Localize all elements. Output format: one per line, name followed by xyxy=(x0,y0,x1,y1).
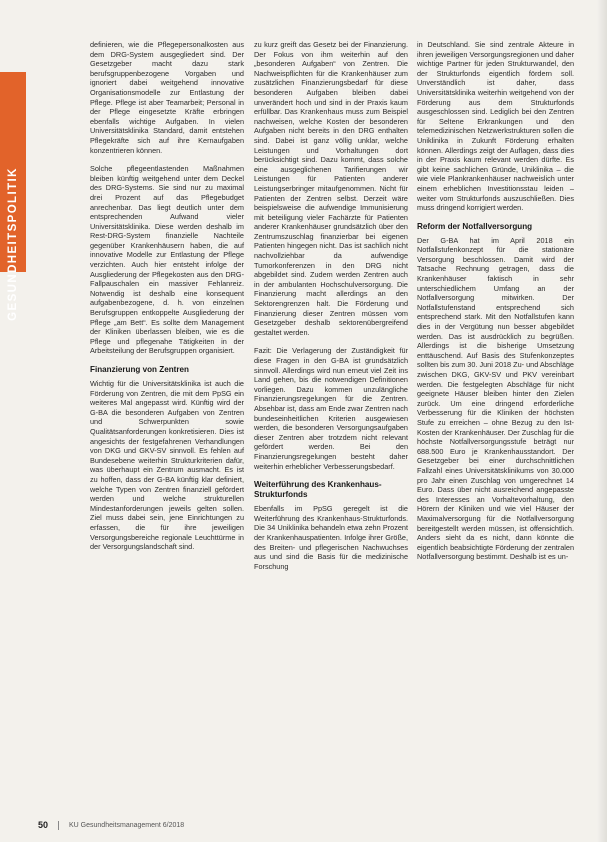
section-heading: Finanzierung von Zentren xyxy=(90,365,189,374)
body-paragraph: Ebenfalls im PpSG geregelt ist die Weiterführung des Krankenhaus-Strukturfonds. Die 34 Uniklinika behandeln etwa zehn Prozent der Krankenhauspatienten. Infolge ihrer Größe, des Breiten- und pflegerischen Nachwuchses aus und sind die Basis für die medizinische Forschung xyxy=(254,504,408,571)
body-paragraph: Der G-BA hat im April 2018 ein Notfallstufenkonzept für die stationäre Versorgung beschlossen. Damit wird der Tatsache Rechnung getragen, dass die Krankenhäuser faktisch in sehr unterschiedlichem Umfang an der Notfallversorgung mitwirken. Der Notfallstufenstand entsprechend sich entsprechend stark. Mit den Notfallstufen kann dies in der Vergütung nun besser abgebildet werden. Das ist ausdrücklich zu begrüßen. Allerdings ist die bisherige Umsetzung enttäuschend. Auf Basis des Stufenkonzeptes sollten bis zum 30. Juni 2018 Zu- und Abschläge zwischen DKG, GKV-SV und PKV vereinbart werden. Die festgelegten Abschläge für nicht geeignete Häuser bleiben hinter den Zielen zurück. Um eine dringend erforderliche Verbesserung für die Kliniken der höchsten Stufe zu erreichen – ohne Bezug zu den Ist-Kosten der Krankenhäuser. Der Zuschlag für die höchste Notfallversorgungsstufe beträgt nur 688.500 Euro je Krankenhausstandort. Der Gesetzgeber bei einer durchschnittlichen Fallzahl eines Universitätsklinikums von 30.000 pro Jahr einen Zuschlag von umgerechnet 14 Euro. Dass über nicht ausreichend angepasste des Interesses an Vorhaltevorhaltung, den Hörern der Kliniken und wie viel Häuser der Maximalversorgung für die Notfallversorgung bereitgestellt werden müssen, ist offensichtlich. Anders sieht da es nicht, dann könnte die eigentlich beabsichtigte Förderung der zentralen Notfallversorgung bestimmt. Deshalb ist es un- xyxy=(417,235,574,562)
section-label: GESUNDHEITSPOLITIK xyxy=(7,167,19,321)
page-number: 50 xyxy=(38,820,49,830)
body-paragraph: zu kurz greift das Gesetz bei der Finanzierung. Der Fokus von ihm weiterhin auf den „besonderen Aufgaben“ von Zentren. Die Nachweispflichten für die Krankenhäuser zum zusätzlichen Finanzierungsbedarf für diese besonderen Aufgaben bleiben dabei unverändert hoch und sind in der Praxis kaum erfüllbar. Das Krankenhaus muss zum Beispiel nachweisen, welche Kosten der besonderen Aufgaben nicht bereits in den DRG enthalten sind. Dabei ist ganz völlig unklar, welche Leistungen und Vorhaltungen dort berücksichtigt sind. Dazu kommt, dass solche eine ausgeglichenen Tarifierungen wir Leistungen für Patienten anderer Leistungserbringer mitaufgenommen. Nicht für Patienten der Zentren selbst. Derzeit wäre beispielsweise die aufwendige Immunisierung mit beteiligung vieler Fachärzte für Patienten anderer Krankenhäuser grundsätzlich über den Zentrumszuschlag finanzierbar bei eigenen Patienten hingegen nicht. Das ist sachlich nicht nachvollziehbar da aufwendige Tumorkonferenzen in den DRG nicht abgebildet sind. Zudem werden Zentren auch in der ambulanten Hochschulversorgung. Die Finanzierung macht allerdings an den Sektorengrenzen halt. Die Förderung und Finanzierung dieser Zentren müssen vom Gesetzgeber deshalb sektorenübergreifend gestaltet werden. xyxy=(254,40,408,337)
article-column-1 xyxy=(90,40,244,561)
footer-divider xyxy=(58,821,59,830)
section-tab xyxy=(0,72,26,321)
body-paragraph: Fazit: Die Verlagerung der Zuständigkeit für diese Fragen in den G-BA ist grundsätzlich sinnvoll. Allerdings wird nun erneut viel Zeit ins Land gehen, bis die notwendigen Definitionen vorliegen. Dazu kommen unzulängliche Finanzierungsregelungen für die Zentren. Absehbar ist, dass am Ende zwar Zentren nach bundeseinheitlichen Kriterien ausgewiesen werden, die besonderen Versorgungsaufgaben dieser Zentren aber trotzdem nicht relevant gefördert werden. Bei den Finanzierungsregelungen besteht daher weiterhin erheblicher Verbesserungsbedarf. xyxy=(254,346,408,471)
body-paragraph: Solche pflegeentlastenden Maßnahmen bleiben künftig weitgehend unter dem Deckel des DRG-Systems. Sie sind nur zu maximal drei Prozent auf das Pflegebudget anrechenbar. Das liegt deutlich unter dem entsprechenden Aufwand vieler Universitätsklinika. Diese werden deshalb im Rest-DRG-System finanzielle Nachteile gegenüber Krankenhäusern haben, die auf innovative Modelle zur Entlastung der Pflege verzichten. Auch hier entsteht infolge der Ausgliederung der Pflegekosten aus den DRG-Fallpauschalen ein massiver Fehlanreiz. Notwendig ist deshalb eine konsequent aufgabenbezogene, d. h. von einzelnen Berufsgruppen entkoppelte Ausgliederung der Pflege „am Bett“. Es sollte dem Management der Kliniken überlassen bleiben, wie es die Pflege und pflegenahe Tätigkeiten in der Arbeitsteilung der Berufsgruppen organisiert. xyxy=(90,164,244,356)
article-column-2 xyxy=(254,40,408,580)
page-shadow xyxy=(597,0,607,842)
body-paragraph: Wichtig für die Universitätsklinika ist auch die Förderung von Zentren, die mit dem PpSG ein weiteres Mal angepasst wird. Künftig wird der G-BA die besonderen Aufgaben von Zentren und Schwerpunkten sowie Qualitätsanforderungen konkretisieren. Dies ist angesichts der festgefahrenen Verhandlungen von DKG und GKV-SV sinnvoll. Es fehlen auf Bundesebene weiterhin Strukturkriterien dafür, was überhaupt ein Zentrum ausmacht. Es ist zu hoffen, dass der G-BA künftig klar definiert, welche Typen von Zentren finanziell gefördert werden und welche strukturellen Mindestanforderungen jeweils gelten sollen. Ziel muss dabei sein, jene Einrichtungen zu erfassen, die für ihre jeweiligen Versorgungsbereiche regionale Leuchttürme in der Versorgungslandschaft sind. xyxy=(90,379,244,552)
article-column-3 xyxy=(417,40,574,571)
publication-name: KU Gesundheitsmanagement 6/2018 xyxy=(69,821,185,829)
body-paragraph: definieren, wie die Pflegepersonalkosten aus dem DRG-System ausgegliedert sind. Der Gesetzgeber macht dazu stark berufsgruppenbezogene Vorgaben und ignoriert dabei weitgehend innovative Organisationsmodelle zur Entlastung der Pflege. Pflege ist aber Teamarbeit; Personal in der Pflege eingesetzte Kräfte erbringen ebenfalls wichtige Aufgaben. In vielen Universitätsklinika Standard, damit entstehen Pflegekräfte sich auf ihre Kernaufgaben konzentrieren können. xyxy=(90,40,244,155)
section-heading: Reform der Notfallversorgung xyxy=(417,221,533,231)
page-footer xyxy=(38,820,184,830)
body-paragraph: in Deutschland. Sie sind zentrale Akteure in ihren jeweiligen Versorgungsregionen und daher wichtige Partner für jeden Strukturwandel, den der Strukturfonds eigentlich fördern soll. Unverständlich ist daher, dass Universitätsklinika weiterhin weitgehend von der Förderung aus dem Strukturfonds ausgeschlossen sind. Lediglich bei den Zentren für Seltene Erkrankungen und den telemedizinischen Netzwerkstrukturen sollen die Uniklinika in Zukunft Förderung erhalten können. Allerdings zeigt der Auflagen, dass dies in der Praxis kaum relevant werden dürfte. Es gibt keine sachlichen Gründe, Uniklinika – die wie viele Plankrankenhäuser nachweislich unter einem erheblichen Investitionsstau leiden – weiter vom Strukturfonds auszuschließen. Dies muss dringend korrigiert werden. xyxy=(417,40,574,213)
section-heading: Weiterführung des Krankenhaus-Strukturfonds xyxy=(254,480,382,500)
